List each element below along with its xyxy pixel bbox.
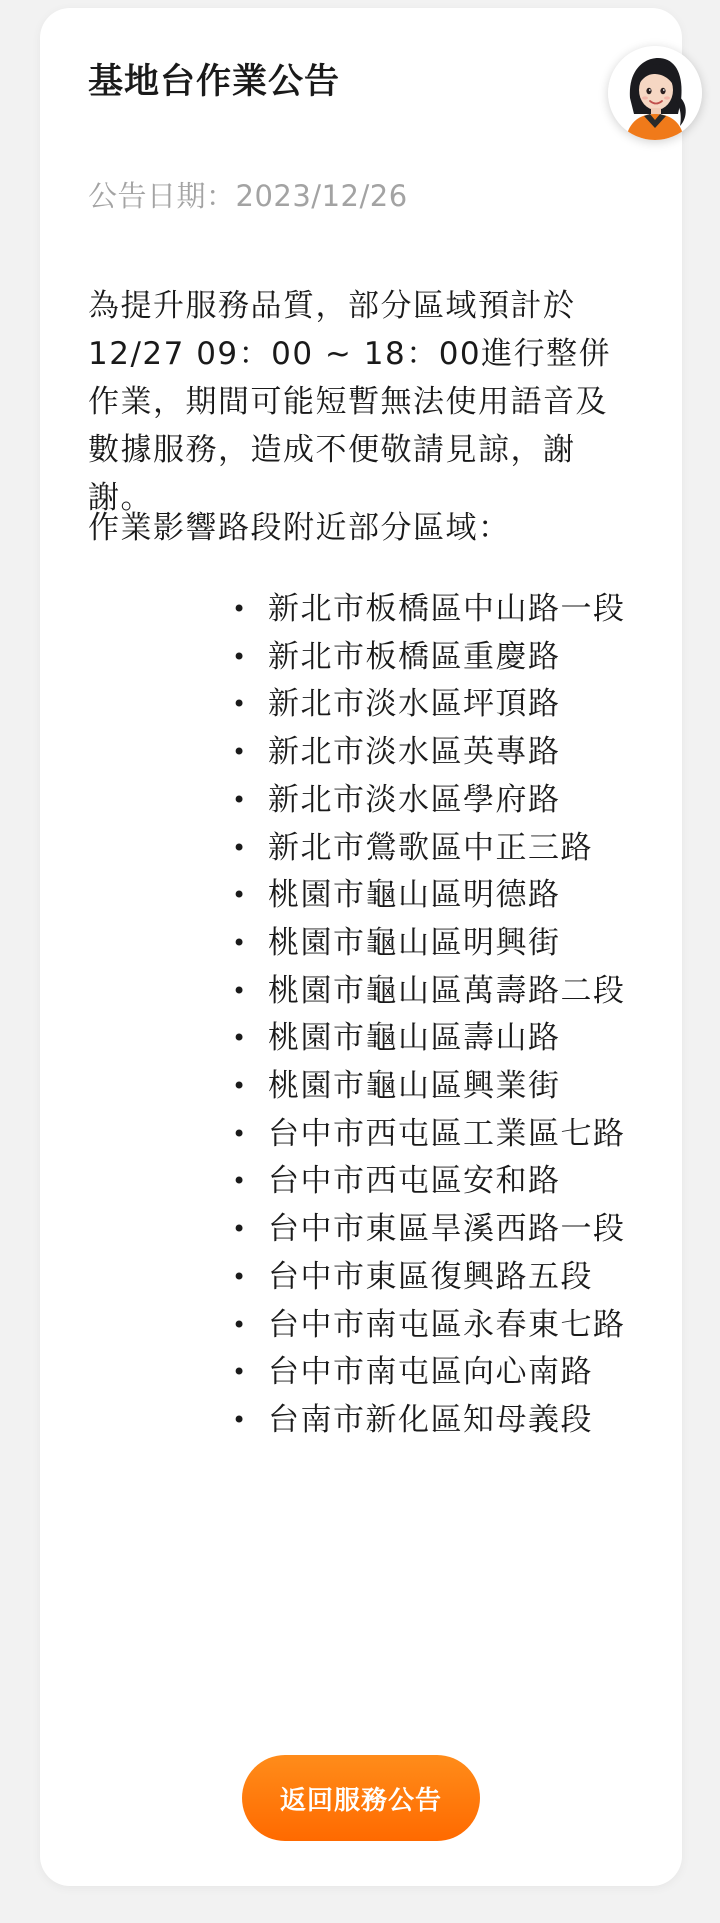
affected-area-text: 新北市板橋區重慶路: [268, 638, 561, 675]
assistant-avatar-icon: [608, 46, 702, 140]
affected-area-item: [88, 1111, 648, 1159]
affected-area-text: 桃園市龜山區萬壽路二段: [268, 972, 626, 1009]
list-bullet-icon: •: [232, 976, 248, 1005]
list-bullet-icon: •: [232, 642, 248, 671]
announcement-date: 公告日期：2023/12/26: [88, 179, 408, 213]
affected-area-item: [88, 729, 648, 777]
affected-area-item: [88, 1397, 648, 1445]
affected-area-item: [88, 1302, 648, 1350]
affected-area-item: [88, 1015, 648, 1063]
affected-area-item: [88, 1063, 648, 1111]
list-bullet-icon: •: [232, 1215, 248, 1244]
list-bullet-icon: •: [232, 1310, 248, 1339]
list-bullet-icon: •: [232, 1262, 248, 1291]
affected-area-text: 桃園市龜山區明興街: [268, 924, 561, 961]
affected-area-text: 台中市西屯區工業區七路: [268, 1115, 626, 1152]
list-bullet-icon: •: [232, 1119, 248, 1148]
affected-area-text: 新北市淡水區英專路: [268, 734, 561, 771]
announcement-body: [88, 282, 628, 522]
affected-area-item: [88, 872, 648, 920]
affected-area-text: 新北市鶯歌區中正三路: [268, 829, 593, 866]
affected-area-item: [88, 1349, 648, 1397]
affected-area-text: 台中市西屯區安和路: [268, 1163, 561, 1200]
affected-area-text: 台中市南屯區向心南路: [268, 1354, 593, 1391]
list-bullet-icon: •: [232, 738, 248, 767]
list-bullet-icon: •: [232, 1167, 248, 1196]
page-title: 基地台作業公告: [88, 62, 341, 102]
affected-area-item: [88, 920, 648, 968]
affected-area-item: [88, 777, 648, 825]
affected-area-text: 桃園市龜山區壽山路: [268, 1020, 561, 1057]
affected-area-text: 桃園市龜山區興業街: [268, 1068, 561, 1105]
list-bullet-icon: •: [232, 1405, 248, 1434]
affected-area-text: 台中市東區復興路五段: [268, 1258, 593, 1295]
affected-area-text: 新北市淡水區學府路: [268, 781, 561, 818]
affected-area-text: 新北市板橋區中山路一段: [268, 591, 626, 627]
affected-area-text: 台南市新化區知母義段: [268, 1401, 593, 1438]
list-bullet-icon: •: [232, 1072, 248, 1101]
affected-area-item: [88, 1206, 648, 1254]
list-bullet-icon: •: [232, 595, 248, 623]
return-to-announcements-button[interactable]: 返回服務公告: [242, 1755, 480, 1841]
affected-area-item: [88, 1158, 648, 1206]
list-bullet-icon: •: [232, 881, 248, 910]
affected-area-item: [88, 681, 648, 729]
affected-areas-heading: 作業影響路段附近部分區域：: [88, 510, 511, 546]
list-bullet-icon: •: [232, 1358, 248, 1387]
list-bullet-icon: •: [232, 1024, 248, 1053]
announcement-body-text: 為提升服務品質，部分區域預計於12/27 09：00 ~ 18：00進行整併作業，期間可能短暫無法使用語音及數據服務，造成不便敬請見諒，謝謝。: [88, 288, 612, 516]
affected-area-item: [88, 586, 648, 634]
affected-area-item: [88, 1254, 648, 1302]
list-bullet-icon: •: [232, 928, 248, 957]
list-bullet-icon: •: [232, 785, 248, 814]
affected-area-text: 台中市東區旱溪西路一段: [268, 1211, 626, 1248]
assistant-avatar-button[interactable]: [608, 46, 702, 140]
affected-area-item: [88, 634, 648, 682]
affected-areas-list: [88, 586, 648, 1445]
affected-area-text: 桃園市龜山區明德路: [268, 877, 561, 914]
affected-area-text: 新北市淡水區坪頂路: [268, 686, 561, 723]
list-bullet-icon: •: [232, 690, 248, 719]
affected-area-text: 台中市南屯區永春東七路: [268, 1306, 626, 1343]
affected-area-item: [88, 968, 648, 1016]
announcement-card: [40, 8, 682, 1886]
affected-area-item: [88, 825, 648, 873]
list-bullet-icon: •: [232, 833, 248, 862]
